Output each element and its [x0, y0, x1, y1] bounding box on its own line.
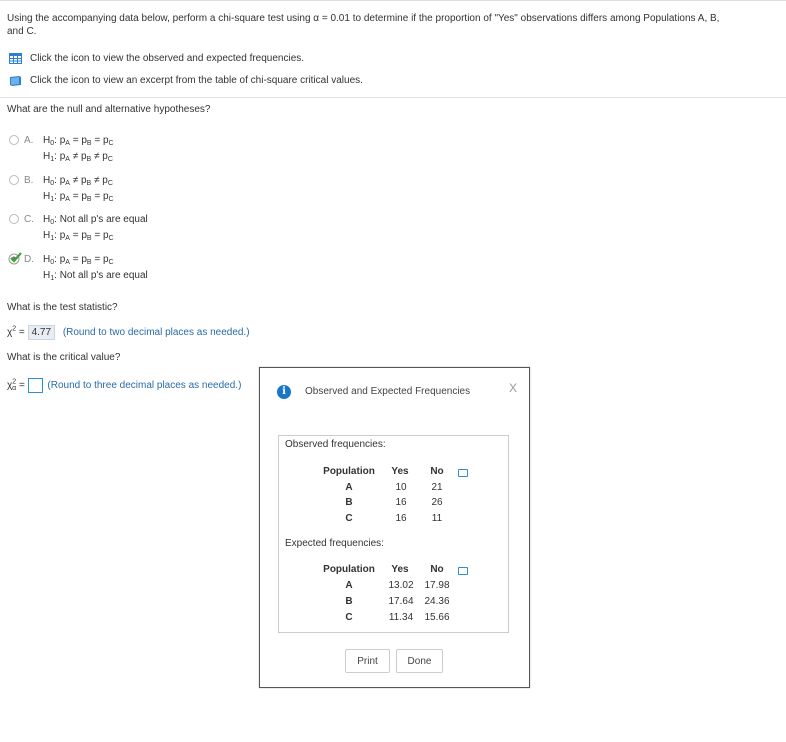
question-text — [7, 12, 779, 38]
observed-frequencies-link[interactable] — [9, 53, 304, 64]
expected-label: Expected frequencies: — [285, 538, 384, 549]
expected-header-yes: Yes — [391, 564, 409, 575]
option-letter: B. — [24, 175, 34, 186]
observed-c-yes: 16 — [395, 513, 407, 524]
observed-pop-b: B — [345, 497, 353, 508]
option-a-h1: $H_1$: $p_A \ne p_B \ne p_C$ — [43, 151, 113, 163]
option-c-h0: $H_0$: Not all p's are equal — [43, 214, 148, 226]
question-line-2: and C. — [7, 26, 37, 37]
observed-a-no: 21 — [431, 482, 443, 493]
expected-a-no: 17.98 — [424, 580, 450, 591]
option-c-h1: $H_1$: $p_A = p_B = p_C$ — [43, 230, 114, 242]
observed-header-no: No — [430, 466, 444, 477]
critical-values-link[interactable] — [9, 75, 363, 86]
option-b-h1: $H_1$: $p_A = p_B = p_C$ — [43, 191, 114, 203]
expected-pop-c: C — [345, 612, 353, 623]
observed-header-yes: Yes — [391, 466, 409, 477]
option-d-h1: $H_1$: Not all p's are equal — [43, 270, 148, 282]
dialog-title: Observed and Expected Frequencies — [305, 386, 471, 397]
expected-b-yes: 17.64 — [388, 596, 414, 607]
copy-icon[interactable] — [458, 469, 468, 477]
expected-c-yes: 11.34 — [388, 612, 414, 623]
frequencies-dialog — [259, 367, 530, 688]
expected-header-population: Population — [323, 564, 375, 575]
expected-pop-a: A — [345, 580, 353, 591]
observed-b-yes: 16 — [395, 497, 407, 508]
option-d-h0: $H_0$: $p_A = p_B = p_C$ — [43, 254, 114, 266]
radio-button[interactable] — [9, 175, 19, 185]
frequencies-panel — [278, 435, 509, 633]
option-letter: D. — [24, 254, 34, 265]
observed-label: Observed frequencies: — [285, 439, 386, 450]
top-divider — [0, 0, 786, 1]
observed-b-no: 26 — [431, 497, 443, 508]
test-statistic-hint: (Round to two decimal places as needed.) — [62, 327, 250, 338]
expected-c-no: 15.66 — [424, 612, 450, 623]
chi-square-symbol: $\chi^2$ = — [7, 325, 25, 338]
print-button[interactable]: Print — [345, 649, 390, 673]
section-divider — [0, 97, 786, 98]
observed-link-text[interactable]: Click the icon to view the observed and expected frequencies. — [30, 53, 305, 64]
radio-button[interactable] — [9, 135, 19, 145]
checkmark-icon — [8, 252, 22, 265]
question-line-1: Using the accompanying data below, perform a chi-square test using α = 0.01 to determine if the proportion of "Yes" observations differs among Populations A, B, — [7, 13, 720, 24]
observed-a-yes: 10 — [395, 482, 407, 493]
chi-square-alpha-symbol: $\chi^2_\alpha$ = — [7, 378, 25, 393]
test-statistic-answer: 4.77 — [28, 325, 55, 340]
option-a-h0: $H_0$: $p_A = p_B = p_C$ — [43, 135, 114, 147]
option-b-h0: $H_0$: $p_A \ne p_B \ne p_C$ — [43, 175, 113, 187]
critical-value-hint: (Round to three decimal places as needed.) — [47, 380, 242, 392]
test-statistic-row — [7, 325, 250, 340]
radio-button[interactable] — [9, 214, 19, 224]
copy-icon[interactable] — [458, 567, 468, 575]
hypotheses-prompt: What are the null and alternative hypotheses? — [7, 104, 211, 115]
observed-header-population: Population — [323, 466, 375, 477]
close-icon[interactable]: X — [509, 381, 518, 395]
option-letter: C. — [24, 214, 34, 225]
critical-value-prompt: What is the critical value? — [7, 352, 121, 363]
critical-value-row — [7, 378, 241, 393]
observed-pop-a: A — [345, 482, 353, 493]
test-statistic-prompt: What is the test statistic? — [7, 302, 118, 313]
observed-c-no: 11 — [431, 513, 443, 524]
critical-link-text[interactable]: Click the icon to view an excerpt from the table of chi-square critical values. — [30, 75, 363, 86]
critical-value-input[interactable] — [28, 378, 43, 393]
book-icon[interactable] — [9, 75, 22, 86]
expected-b-no: 24.36 — [424, 596, 450, 607]
expected-a-yes: 13.02 — [388, 580, 414, 591]
info-icon: i — [277, 385, 291, 399]
observed-pop-c: C — [345, 513, 353, 524]
expected-header-no: No — [430, 564, 444, 575]
option-letter: A. — [24, 135, 34, 146]
done-button[interactable]: Done — [396, 649, 443, 673]
expected-pop-b: B — [345, 596, 353, 607]
table-icon[interactable] — [9, 53, 22, 64]
